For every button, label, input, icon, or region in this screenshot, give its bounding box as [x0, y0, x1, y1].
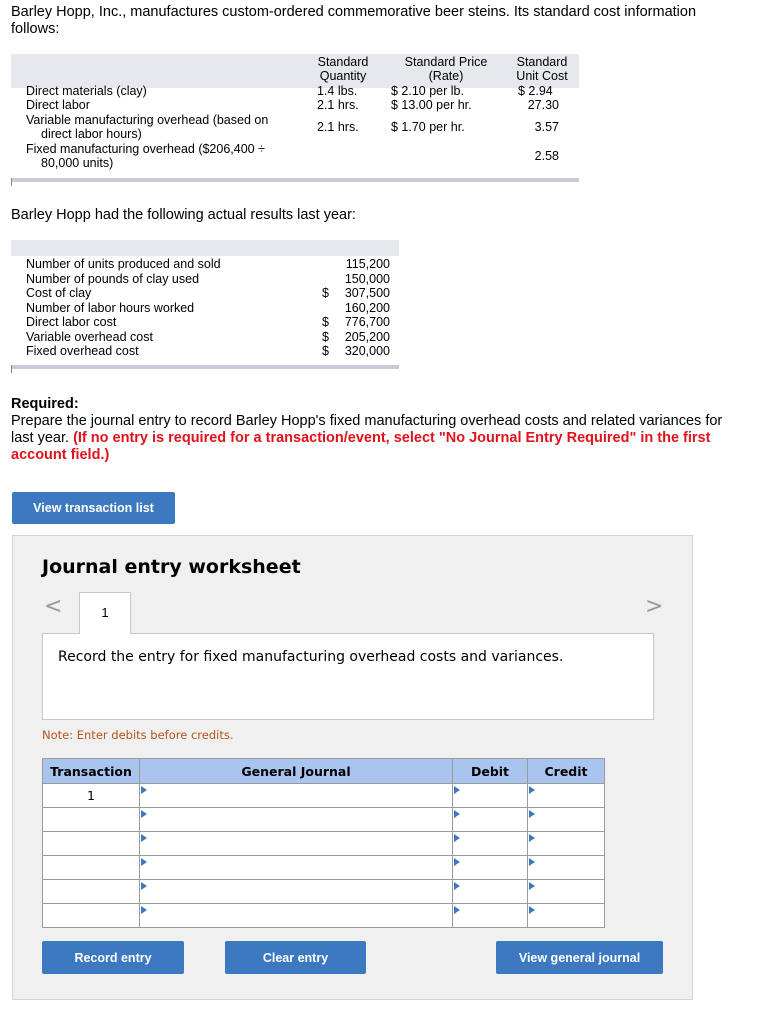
- actual-row-dollar: $: [322, 315, 329, 329]
- header-line: Standard: [516, 55, 568, 69]
- actual-row-dollar: $: [322, 344, 329, 358]
- worksheet-tab-1[interactable]: 1: [79, 592, 131, 634]
- debit-cell[interactable]: [453, 784, 528, 808]
- col-header-credit: Credit: [528, 759, 605, 784]
- dropdown-arrow-icon: [529, 810, 535, 818]
- header-line: Standard: [317, 55, 369, 69]
- actual-row-label: Number of units produced and sold: [26, 257, 221, 271]
- prompt-box: [42, 633, 654, 720]
- actual-row-label: Cost of clay: [26, 286, 92, 300]
- dropdown-arrow-icon: [141, 810, 147, 818]
- required-text: Prepare the journal entry to record Barley Hopp's fixed manufacturing overhead costs and related variances for last year.: [11, 413, 723, 446]
- general-journal-cell[interactable]: [140, 880, 453, 904]
- clear-entry-button[interactable]: Clear entry: [225, 941, 366, 974]
- actual-row-label: Number of pounds of clay used: [26, 271, 200, 286]
- note-text: Note: Enter debits before credits.: [42, 728, 234, 742]
- dropdown-arrow-icon: [141, 786, 147, 794]
- table-bottom-rule: [11, 365, 399, 369]
- actual-row-value: 320,000: [344, 344, 390, 358]
- row-label-cont: 80,000 units): [41, 156, 114, 170]
- general-journal-cell[interactable]: [140, 808, 453, 832]
- debit-cell[interactable]: [453, 808, 528, 832]
- journal-table: [42, 758, 605, 928]
- col-header-debit: Debit: [453, 759, 528, 784]
- row-label: Fixed manufacturing overhead ($206,400 ÷: [26, 142, 265, 156]
- record-entry-button[interactable]: Record entry: [42, 941, 184, 974]
- worksheet-title: Journal entry worksheet: [42, 556, 301, 578]
- credit-cell[interactable]: [528, 904, 605, 928]
- actual-row-label: Direct labor cost: [26, 315, 117, 329]
- row-price: $ 13.00 per hr.: [391, 98, 472, 112]
- transaction-cell: [43, 904, 140, 928]
- row-unit-cost: 2.58: [534, 149, 559, 163]
- actual-row-value: 776,700: [344, 315, 390, 329]
- row-unit-cost: 27.30: [527, 98, 559, 112]
- row-price: $ 1.70 per hr.: [391, 120, 465, 134]
- actual-row-value: 160,200: [344, 300, 390, 315]
- actual-row-label: Fixed overhead cost: [26, 344, 139, 358]
- required-instruction: (If no entry is required for a transaction/event, select "No Journal Entry Required" in the first account field.): [11, 430, 711, 463]
- credit-cell[interactable]: [528, 880, 605, 904]
- transaction-cell: [43, 832, 140, 856]
- dropdown-arrow-icon: [454, 786, 460, 794]
- col-header-transaction: Transaction: [43, 759, 140, 784]
- header-line: Standard Price: [404, 55, 488, 69]
- debit-cell[interactable]: [453, 856, 528, 880]
- table-header-band: [11, 240, 399, 256]
- prev-arrow-icon[interactable]: <: [44, 594, 63, 619]
- transaction-cell: [43, 856, 140, 880]
- actual-results-table: [11, 240, 399, 370]
- actual-row-value: 307,500: [344, 286, 390, 300]
- table-tick: [11, 178, 12, 186]
- journal-row: [43, 880, 605, 904]
- journal-row: [43, 904, 605, 928]
- col-header-general-journal: General Journal: [140, 759, 453, 784]
- actual-row-value: 115,200: [345, 257, 390, 271]
- row-label-cont: direct labor hours): [41, 127, 142, 141]
- row-label: Variable manufacturing overhead (based on: [26, 113, 269, 127]
- required-section: [11, 396, 741, 464]
- dropdown-arrow-icon: [529, 786, 535, 794]
- general-journal-cell[interactable]: [140, 832, 453, 856]
- dropdown-arrow-icon: [529, 858, 535, 866]
- col-header-unit-cost: [508, 55, 576, 83]
- row-quantity: 2.1 hrs.: [317, 120, 359, 134]
- actual-row-value: 205,200: [344, 329, 390, 344]
- table-bottom-rule: [11, 178, 579, 182]
- dropdown-arrow-icon: [141, 906, 147, 914]
- actual-row-value: 150,000: [344, 271, 390, 286]
- prompt-text: Record the entry for fixed manufacturing overhead costs and variances.: [58, 649, 564, 665]
- general-journal-cell[interactable]: [140, 856, 453, 880]
- table-tick: [11, 365, 12, 373]
- transaction-cell: [43, 808, 140, 832]
- journal-row: [43, 808, 605, 832]
- col-header-price: [395, 55, 497, 83]
- actual-row-label: Variable overhead cost: [26, 329, 153, 344]
- dropdown-arrow-icon: [141, 882, 147, 890]
- dropdown-arrow-icon: [454, 810, 460, 818]
- dropdown-arrow-icon: [141, 858, 147, 866]
- journal-row: [43, 832, 605, 856]
- actual-row-label: Number of labor hours worked: [26, 300, 195, 315]
- journal-row: [43, 784, 605, 808]
- dropdown-arrow-icon: [141, 834, 147, 842]
- header-line: Unit Cost: [516, 69, 568, 83]
- row-unit-cost: 3.57: [534, 120, 559, 134]
- row-price: $ 2.10 per lb.: [391, 84, 464, 98]
- general-journal-cell[interactable]: [140, 784, 453, 808]
- dropdown-arrow-icon: [529, 882, 535, 890]
- col-header-quantity: [308, 55, 378, 83]
- debit-cell[interactable]: [453, 904, 528, 928]
- view-general-journal-button[interactable]: View general journal: [496, 941, 663, 974]
- actual-row-dollar: $: [322, 329, 329, 344]
- row-quantity: 2.1 hrs.: [317, 98, 359, 112]
- row-unit-cost: $ 2.94: [518, 84, 553, 98]
- standard-cost-table: [11, 54, 579, 182]
- header-line: Quantity: [319, 69, 367, 83]
- header-line: (Rate): [428, 69, 464, 83]
- dropdown-arrow-icon: [454, 858, 460, 866]
- intro-text: Barley Hopp, Inc., manufactures custom-ordered commemorative beer steins. Its standard cost information follows:: [11, 4, 697, 37]
- dropdown-arrow-icon: [529, 906, 535, 914]
- transaction-cell: 1: [43, 784, 140, 808]
- dropdown-arrow-icon: [454, 906, 460, 914]
- general-journal-cell[interactable]: [140, 904, 453, 928]
- actual-results-intro: Barley Hopp had the following actual results last year:: [11, 207, 356, 223]
- row-quantity: 1.4 lbs.: [317, 84, 358, 98]
- credit-cell[interactable]: [528, 856, 605, 880]
- dropdown-arrow-icon: [454, 882, 460, 890]
- credit-cell[interactable]: [528, 808, 605, 832]
- credit-cell[interactable]: [528, 784, 605, 808]
- actual-row-dollar: $: [322, 286, 329, 300]
- row-label: Direct labor: [26, 98, 90, 112]
- journal-row: [43, 856, 605, 880]
- next-arrow-icon[interactable]: >: [645, 594, 664, 619]
- transaction-cell: [43, 880, 140, 904]
- dropdown-arrow-icon: [529, 834, 535, 842]
- required-heading: Required:: [11, 396, 79, 412]
- view-transaction-list-button[interactable]: View transaction list: [12, 492, 175, 524]
- dropdown-arrow-icon: [454, 834, 460, 842]
- row-label: Direct materials (clay): [26, 84, 147, 98]
- credit-cell[interactable]: [528, 832, 605, 856]
- debit-cell[interactable]: [453, 832, 528, 856]
- debit-cell[interactable]: [453, 880, 528, 904]
